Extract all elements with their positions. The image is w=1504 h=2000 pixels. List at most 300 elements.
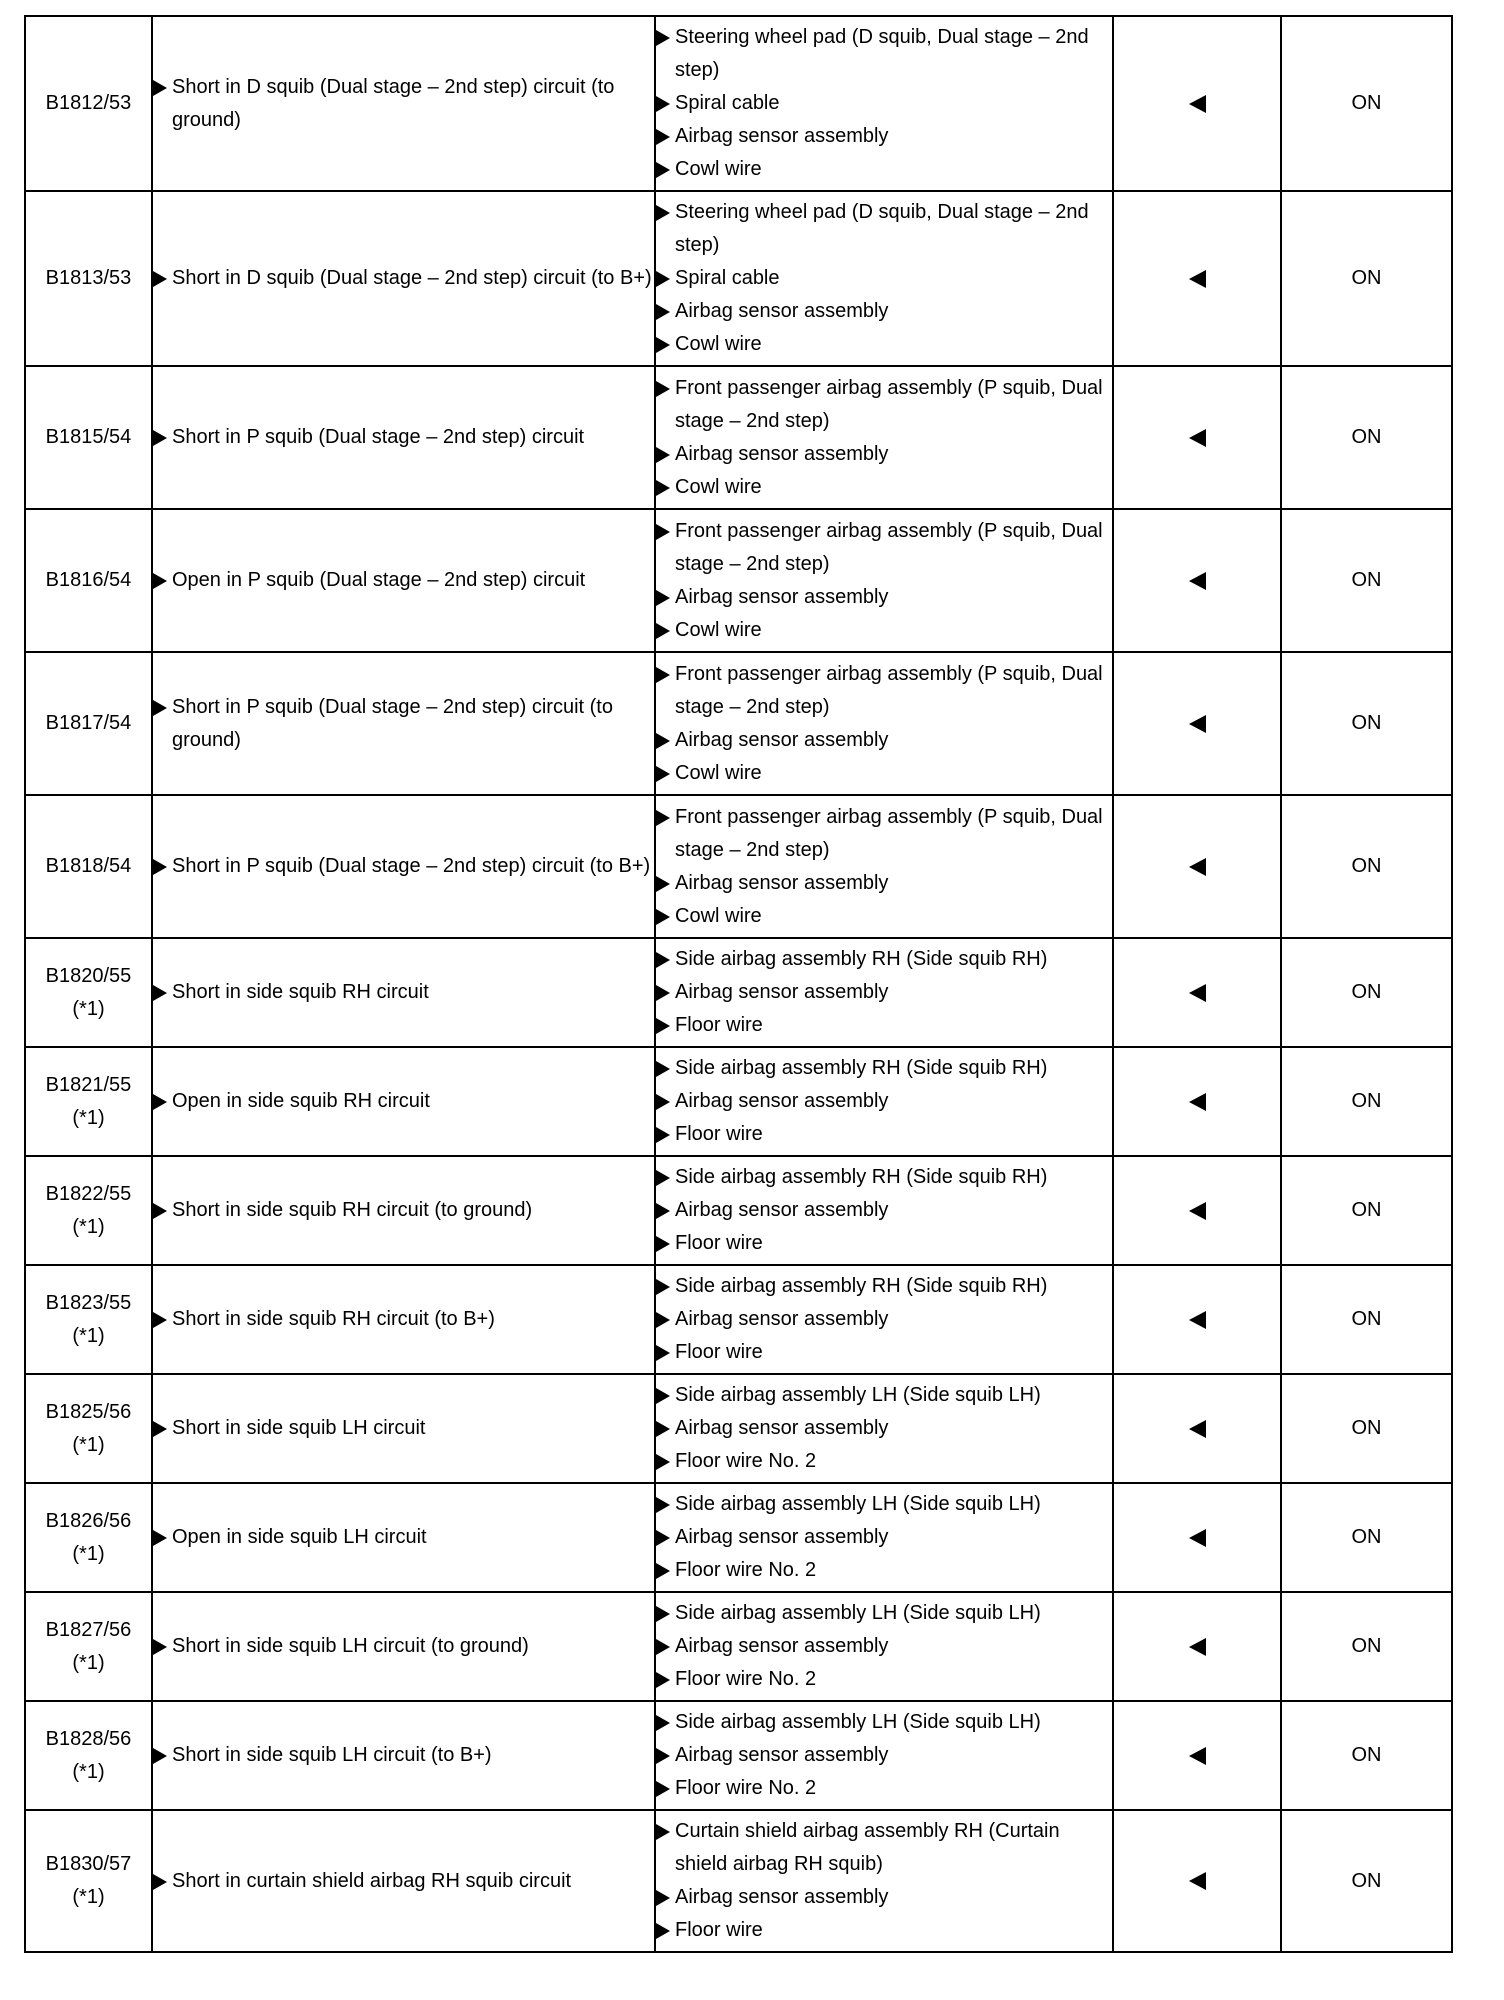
warning-light-cell [1281,509,1452,652]
trouble-area-item [656,1227,1112,1260]
detection-item [153,1194,654,1227]
bullet-triangle-icon [656,205,670,221]
detection-item [153,976,654,1009]
trouble-area-text: Floor wire [675,1014,763,1036]
warning-light-status: ON [1351,1635,1382,1657]
warning-light-cell [1281,16,1452,191]
bullet-triangle-icon [656,1748,670,1764]
trouble-area-text: Airbag sensor assembly [675,1744,889,1766]
warning-light-status: ON [1351,712,1382,734]
trouble-area-item [656,1881,1112,1914]
detection-item [153,1303,654,1336]
trouble-area-text: Curtain shield airbag assembly RH (Curtain shield airbag RH squib) [675,1820,1060,1875]
trouble-area-item [656,1118,1112,1151]
bullet-triangle-icon [656,1127,670,1143]
trouble-area-text: Airbag sensor assembly [675,300,889,322]
warning-light-status: ON [1351,1199,1382,1221]
trouble-area-item [656,1052,1112,1085]
detection-item-cell [152,509,655,652]
trouble-area-item [656,867,1112,900]
left-triangle-icon [1189,270,1206,288]
trouble-area-item [656,1597,1112,1630]
bullet-triangle-icon [656,96,670,112]
trouble-area-text: Front passenger airbag assembly (P squib, Dual stage – 2nd step) [675,519,1103,575]
trouble-area-cell [655,1810,1113,1952]
marker-cell [1113,1701,1281,1810]
trouble-area-item [656,1270,1112,1303]
dtc-note-ref: (*1) [72,1106,105,1129]
left-triangle-icon [1189,715,1206,733]
trouble-area-item [656,1554,1112,1587]
trouble-area-text: Spiral cable [675,92,780,114]
bullet-triangle-icon [656,733,670,749]
detection-item-cell [152,938,655,1047]
detection-item [153,71,654,137]
bullet-triangle-icon [656,1279,670,1295]
bullet-triangle-icon [656,1639,670,1655]
dtc-note-ref: (*1) [72,1324,105,1347]
left-triangle-icon [1189,429,1206,447]
detection-item [153,421,654,454]
dtc-code: B1830/57 [45,1853,132,1875]
trouble-area-cell [655,652,1113,795]
dtc-note-ref: (*1) [72,1215,105,1238]
dtc-note-ref: (*1) [72,1886,105,1908]
trouble-area-item [656,1379,1112,1412]
trouble-area-text: Airbag sensor assembly [675,1199,889,1221]
dtc-code-cell [25,652,152,795]
trouble-area-text: Cowl wire [675,333,762,355]
trouble-area-text: Side airbag assembly LH (Side squib LH) [675,1602,1041,1624]
detection-item-text: Short in side squib LH circuit [172,1417,426,1439]
bullet-triangle-icon [153,1094,167,1110]
detection-item [153,1865,654,1898]
marker-cell [1113,1483,1281,1592]
detection-item-cell [152,795,655,938]
bullet-triangle-icon [656,1781,670,1797]
bullet-triangle-icon [153,859,167,875]
trouble-area-item [656,1085,1112,1118]
trouble-area-item [656,372,1112,438]
dtc-code: B1827/56 [45,1618,132,1641]
trouble-area-text: Cowl wire [675,618,762,641]
detection-item-text: Short in P squib (Dual stage – 2nd step) circuit (to ground) [172,695,613,751]
bullet-triangle-icon [153,1421,167,1437]
table-row [25,1374,1452,1483]
left-triangle-icon [1189,858,1206,876]
trouble-area-text: Floor wire No. 2 [675,1777,817,1799]
trouble-area-text: Airbag sensor assembly [675,1526,889,1548]
warning-light-status: ON [1351,1744,1382,1766]
left-triangle-icon [1189,95,1206,113]
left-triangle-icon [1189,984,1206,1002]
table-row [25,191,1452,366]
bullet-triangle-icon [656,524,670,540]
detection-item-cell [152,652,655,795]
detection-item-cell [152,191,655,366]
bullet-triangle-icon [153,985,167,1001]
detection-item-cell [152,16,655,191]
trouble-area-item [656,1706,1112,1739]
bullet-triangle-icon [656,1454,670,1470]
warning-light-status: ON [1351,569,1382,591]
bullet-triangle-icon [656,1312,670,1328]
table-row [25,1701,1452,1810]
left-triangle-icon [1189,1872,1206,1890]
trouble-area-item [656,120,1112,153]
trouble-area-text: Floor wire [675,1232,763,1254]
trouble-area-text: Floor wire No. 2 [675,1668,817,1690]
trouble-area-item [656,1772,1112,1805]
dtc-code-cell [25,1483,152,1592]
bullet-triangle-icon [153,1203,167,1219]
dtc-code-cell [25,795,152,938]
dtc-code-cell [25,1265,152,1374]
detection-item-text: Open in side squib LH circuit [172,1526,427,1548]
trouble-area-cell [655,1265,1113,1374]
dtc-table [24,15,1453,1953]
trouble-area-text: Cowl wire [675,158,762,180]
dtc-code-cell [25,191,152,366]
bullet-triangle-icon [153,1639,167,1655]
trouble-area-text: Airbag sensor assembly [675,1635,889,1657]
left-triangle-icon [1189,572,1206,590]
trouble-area-text: Cowl wire [675,761,762,784]
table-row [25,1483,1452,1592]
bullet-triangle-icon [153,1530,167,1546]
left-triangle-icon [1189,1747,1206,1765]
bullet-triangle-icon [153,80,167,96]
trouble-area-text: Floor wire [675,1123,763,1145]
bullet-triangle-icon [153,573,167,589]
warning-light-cell [1281,1701,1452,1810]
detection-item-text: Open in side squib RH circuit [172,1090,430,1112]
detection-item-text: Short in D squib (Dual stage – 2nd step) circuit (to ground) [172,75,615,131]
left-triangle-icon [1189,1311,1206,1329]
dtc-code-cell [25,509,152,652]
dtc-code-cell [25,16,152,191]
bullet-triangle-icon [656,1421,670,1437]
trouble-area-cell [655,938,1113,1047]
marker-cell [1113,16,1281,191]
bullet-triangle-icon [656,766,670,782]
trouble-area-item [656,1739,1112,1772]
detection-item-text: Open in P squib (Dual stage – 2nd step) circuit [172,569,586,591]
warning-light-cell [1281,1047,1452,1156]
trouble-area-text: Airbag sensor assembly [675,125,889,147]
trouble-area-text: Cowl wire [675,475,762,498]
trouble-area-text: Airbag sensor assembly [675,728,889,751]
detection-item [153,1521,654,1554]
detection-item [153,691,654,757]
dtc-code-cell [25,1592,152,1701]
marker-cell [1113,1374,1281,1483]
trouble-area-text: Front passenger airbag assembly (P squib, Dual stage – 2nd step) [675,805,1103,861]
warning-light-cell [1281,366,1452,509]
dtc-note-ref: (*1) [72,997,105,1020]
marker-cell [1113,1810,1281,1952]
bullet-triangle-icon [656,1715,670,1731]
detection-item [153,1085,654,1118]
bullet-triangle-icon [656,909,670,925]
bullet-triangle-icon [656,1824,670,1840]
trouble-area-item [656,295,1112,328]
trouble-area-text: Side airbag assembly RH (Side squib RH) [675,948,1048,970]
trouble-area-text: Cowl wire [675,904,762,927]
bullet-triangle-icon [656,271,670,287]
trouble-area-cell [655,16,1113,191]
detection-item-cell [152,1265,655,1374]
table-row [25,1047,1452,1156]
bullet-triangle-icon [656,1170,670,1186]
warning-light-cell [1281,1156,1452,1265]
warning-light-cell [1281,1374,1452,1483]
trouble-area-item [656,87,1112,120]
trouble-area-text: Floor wire [675,1919,763,1941]
bullet-triangle-icon [656,590,670,606]
warning-light-status: ON [1351,1869,1382,1892]
warning-light-status: ON [1351,855,1382,877]
dtc-note-ref: (*1) [72,1433,105,1456]
warning-light-status: ON [1351,267,1382,289]
bullet-triangle-icon [656,952,670,968]
bullet-triangle-icon [153,1748,167,1764]
bullet-triangle-icon [656,162,670,178]
trouble-area-cell [655,366,1113,509]
trouble-area-text: Airbag sensor assembly [675,1090,889,1112]
bullet-triangle-icon [656,1203,670,1219]
marker-cell [1113,795,1281,938]
warning-light-status: ON [1351,92,1382,114]
bullet-triangle-icon [656,381,670,397]
trouble-area-cell [655,795,1113,938]
dtc-code-cell [25,938,152,1047]
trouble-area-item [656,1303,1112,1336]
bullet-triangle-icon [656,623,670,639]
marker-cell [1113,1156,1281,1265]
detection-item-text: Short in curtain shield airbag RH squib circuit [172,1869,572,1892]
trouble-area-item [656,1914,1112,1947]
dtc-code-cell [25,1374,152,1483]
trouble-area-item [656,1336,1112,1369]
dtc-note-ref: (*1) [72,1760,105,1783]
trouble-area-text: Steering wheel pad (D squib, Dual stage – 2nd step) [675,201,1089,256]
marker-cell [1113,938,1281,1047]
warning-light-cell [1281,1592,1452,1701]
dtc-code-cell [25,366,152,509]
trouble-area-item [656,515,1112,581]
warning-light-status: ON [1351,1308,1382,1330]
bullet-triangle-icon [656,876,670,892]
detection-item-text: Short in D squib (Dual stage – 2nd step) circuit (to B+) [172,267,652,289]
table-row [25,366,1452,509]
trouble-area-text: Airbag sensor assembly [675,1417,889,1439]
dtc-code: B1825/56 [45,1400,132,1423]
trouble-area-item [656,1009,1112,1042]
warning-light-cell [1281,1265,1452,1374]
detection-item-text: Short in side squib RH circuit [172,981,429,1003]
detection-item [153,1630,654,1663]
bullet-triangle-icon [153,1312,167,1328]
detection-item-cell [152,366,655,509]
bullet-triangle-icon [656,129,670,145]
trouble-area-item [656,328,1112,361]
bullet-triangle-icon [656,1061,670,1077]
left-triangle-icon [1189,1638,1206,1656]
trouble-area-item [656,724,1112,757]
detection-item-text: Short in P squib (Dual stage – 2nd step) circuit (to B+) [172,855,651,877]
trouble-area-text: Airbag sensor assembly [675,981,889,1003]
warning-light-status: ON [1351,1526,1382,1548]
trouble-area-cell [655,1592,1113,1701]
dtc-code: B1828/56 [45,1727,132,1750]
trouble-area-item [656,471,1112,504]
table-row [25,1592,1452,1701]
detection-item-cell [152,1810,655,1952]
bullet-triangle-icon [656,304,670,320]
trouble-area-text: Side airbag assembly LH (Side squib LH) [675,1384,1041,1406]
detection-item-text: Short in P squib (Dual stage – 2nd step) circuit [172,426,585,448]
trouble-area-item [656,581,1112,614]
table-row [25,652,1452,795]
trouble-area-item [656,801,1112,867]
detection-item-text: Short in side squib LH circuit (to ground) [172,1635,529,1657]
trouble-area-cell [655,1156,1113,1265]
detection-item [153,850,654,883]
trouble-area-text: Side airbag assembly RH (Side squib RH) [675,1275,1048,1297]
detection-item-cell [152,1483,655,1592]
warning-light-cell [1281,795,1452,938]
trouble-area-cell [655,1483,1113,1592]
warning-light-cell [1281,652,1452,795]
trouble-area-text: Floor wire [675,1341,763,1363]
detection-item-cell [152,1701,655,1810]
trouble-area-item [656,757,1112,790]
table-row [25,1810,1452,1952]
dtc-code-cell [25,1701,152,1810]
trouble-area-text: Side airbag assembly RH (Side squib RH) [675,1057,1048,1079]
dtc-code-cell [25,1047,152,1156]
trouble-area-text: Floor wire No. 2 [675,1559,817,1581]
table-row [25,16,1452,191]
marker-cell [1113,191,1281,366]
table-row [25,1265,1452,1374]
bullet-triangle-icon [656,667,670,683]
trouble-area-text: Side airbag assembly LH (Side squib LH) [675,1711,1041,1733]
dtc-code: B1813/53 [45,267,132,289]
dtc-code: B1815/54 [45,426,132,448]
dtc-code: B1817/54 [45,712,132,734]
bullet-triangle-icon [656,1345,670,1361]
dtc-code-cell [25,1810,152,1952]
marker-cell [1113,509,1281,652]
warning-light-cell [1281,1810,1452,1952]
detection-item-text: Short in side squib RH circuit (to B+) [172,1308,495,1330]
left-triangle-icon [1189,1529,1206,1547]
bullet-triangle-icon [656,337,670,353]
trouble-area-text: Spiral cable [675,267,780,289]
bullet-triangle-icon [656,1236,670,1252]
table-row [25,938,1452,1047]
trouble-area-cell [655,1701,1113,1810]
trouble-area-item [656,900,1112,933]
bullet-triangle-icon [656,1497,670,1513]
left-triangle-icon [1189,1420,1206,1438]
trouble-area-text: Steering wheel pad (D squib, Dual stage – 2nd step) [675,26,1089,81]
dtc-code: B1820/55 [45,964,132,987]
trouble-area-text: Airbag sensor assembly [675,585,889,608]
trouble-area-item [656,976,1112,1009]
trouble-area-item [656,1445,1112,1478]
trouble-area-text: Front passenger airbag assembly (P squib, Dual stage – 2nd step) [675,662,1103,718]
dtc-note-ref: (*1) [72,1651,105,1674]
warning-light-cell [1281,1483,1452,1592]
dtc-code: B1812/53 [45,92,132,114]
trouble-area-text: Airbag sensor assembly [675,871,889,894]
marker-cell [1113,652,1281,795]
detection-item-cell [152,1592,655,1701]
detection-item [153,1412,654,1445]
warning-light-cell [1281,938,1452,1047]
detection-item [153,564,654,597]
warning-light-cell [1281,191,1452,366]
bullet-triangle-icon [656,1606,670,1622]
table-row [25,509,1452,652]
bullet-triangle-icon [656,447,670,463]
trouble-area-text: Floor wire No. 2 [675,1450,817,1472]
warning-light-status: ON [1351,981,1382,1003]
trouble-area-item [656,196,1112,262]
trouble-area-cell [655,509,1113,652]
bullet-triangle-icon [656,985,670,1001]
bullet-triangle-icon [656,1388,670,1404]
trouble-area-text: Airbag sensor assembly [675,442,889,465]
detection-item-text: Short in side squib RH circuit (to ground) [172,1199,533,1221]
warning-light-status: ON [1351,426,1382,448]
trouble-area-text: Airbag sensor assembly [675,1308,889,1330]
trouble-area-cell [655,1047,1113,1156]
trouble-area-item [656,943,1112,976]
bullet-triangle-icon [656,1094,670,1110]
trouble-area-text: Side airbag assembly RH (Side squib RH) [675,1166,1048,1188]
trouble-area-item [656,1521,1112,1554]
bullet-triangle-icon [153,430,167,446]
marker-cell [1113,1047,1281,1156]
bullet-triangle-icon [656,1530,670,1546]
left-triangle-icon [1189,1093,1206,1111]
bullet-triangle-icon [656,1923,670,1939]
trouble-area-item [656,21,1112,87]
dtc-table-body [25,16,1452,1952]
dtc-code: B1822/55 [45,1182,132,1205]
detection-item-cell [152,1047,655,1156]
marker-cell [1113,1265,1281,1374]
table-row [25,1156,1452,1265]
bullet-triangle-icon [656,480,670,496]
trouble-area-text: Side airbag assembly LH (Side squib LH) [675,1493,1041,1515]
bullet-triangle-icon [153,1874,167,1890]
dtc-code-cell [25,1156,152,1265]
trouble-area-item [656,614,1112,647]
trouble-area-item [656,438,1112,471]
trouble-area-item [656,1630,1112,1663]
bullet-triangle-icon [656,1563,670,1579]
trouble-area-item [656,1161,1112,1194]
bullet-triangle-icon [656,1890,670,1906]
trouble-area-item [656,1815,1112,1881]
bullet-triangle-icon [153,271,167,287]
bullet-triangle-icon [656,30,670,46]
